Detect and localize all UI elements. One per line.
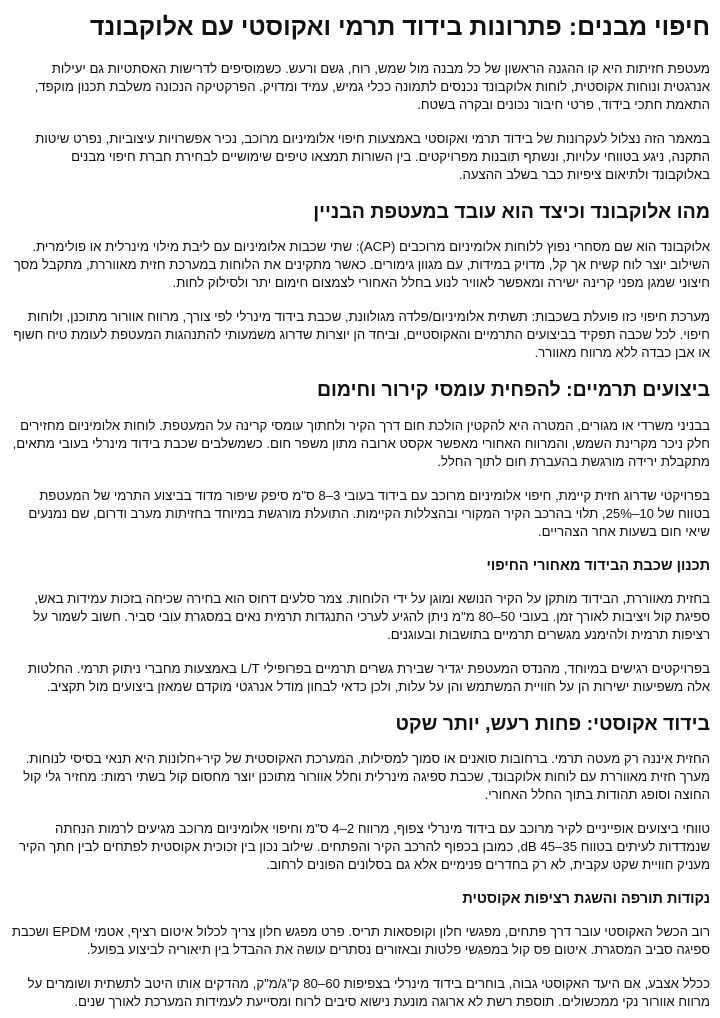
section-paragraph: החזית איננה רק מעטה תרמי. ברחובות סואנים או סמוך למסילות, המערכת האקוסטית של קיר+חלונות היא תנאי בסיסי לנוחות. מערך חזית מאווררת עם לוחות אלוקבונד, שכבת ספיגה מינרלית וחלל אוורור מתוכנן יוצר מחסום קול בשתי רמות: מחזיר גלי קול החוצה וסופג תהודות בתוך החלל האחורי.: [23, 750, 710, 802]
section-paragraph: בחזית מאווררת, הבידוד מותקן על הקיר הנושא ומוגן על ידי הלוחות. צמר סלעים דחוס הוא בחירה שכיחה בזכות עמידות באש, ספיגת קול ויציבות לאורך זמן. בעובי 50–80 מ"מ ניתן להגיע לערכי התנגדות תרמית נאים במסגרת עובי סביר. חשוב לשמור על רציפות תרמית ולהימנע מגשרים תרמיים בתושבות ובעוגנים.: [33, 590, 710, 642]
subsection-heading: נקודות תורפה והשגת רציפות אקוסטית: [462, 890, 710, 907]
section-paragraph: ככלל אצבע, אם היעד האקוסטי גבוה, בוחרים בידוד מינרלי בצפיפות 60–80 ק"ג/מ"ק, מהדקים אותו היטב לתשתית ושומרים על מרווח אוורור נקי ממכשולים. תוספת רשת לא ארוגה מונעת נישוא סיבים לרוח ומסייעת לעמידות המערכת לאורך שנים.: [27, 975, 710, 1009]
thermal-section: [10, 378, 710, 695]
section-paragraph: טווחי ביצועים אופייניים לקיר מרוכב עם בידוד מינרלי צפוף, מרווח 2–4 ס"מ וחיפוי אלומיניום מרוכב מגיעים לרמות הנחתה שנמדדות לעיתים בטווח 35–45 dB, כמובן בכפוף להרכב הקיר והפתחים. שילוב נכון בין זכוכית אקוסטית לפתחים לבין חתך הקיר מעניק חוויית שקט עקבית, לא רק בחדרים פנימיים אלא גם בסלונים הפונים לרחוב.: [19, 820, 710, 872]
acoustic-section: [10, 712, 710, 1011]
subsection-heading: תכנון שכבת הבידוד מאחורי החיפוי: [486, 557, 710, 574]
section-paragraph: בבניני משרדי או מגורים, המטרה היא להקטין הולכת חום דרך הקיר ולחתוך עומסי קרינה על המעטפת. לוחות אלומיניום מחזירים חלק ניכר מקרינת השמש, והמרווח האחורי מאפשר אקסט ארובה מתון משפר חום. כשמשלבים שכבת בידוד מינרלי בעובי מתאים, מתקבלת ירידה מורגשת בהעברת חום לתוך החלל.: [12, 417, 710, 469]
page-title: חיפוי מבנים: פתרונות בידוד תרמי ואקוסטי עם אלוקבונד: [89, 13, 710, 41]
section-heading: בידוד אקוסטי: פחות רעש, יותר שקט: [395, 712, 710, 735]
section-heading: מהו אלוקבונד וכיצד הוא עובד במעטפת הבניין: [313, 201, 710, 223]
section-paragraph: מערכת חיפוי כזו פועלת בשכבות: תשתית אלומיניום/פלדה מגולוונת, שכבת בידוד מינרלי לפי צורך, מרווח אוורור מתוכנן, ולוחות חיפוי. לכל שכבה תפקיד בביצועים התרמיים והאקוסטיים, וביחד הן יוצרות שדרוג משמעותי להתנהגות המעטפת לעומת טיח חשוף או אבן כבדה ללא מרווח מאוורר.: [13, 309, 710, 361]
section-paragraph: בפרויקטים רגישים במיוחד, מהנדס המעטפת יגדיר שבירת גשרים תרמיים בפרופילי L/T באמצעות מחברי ניתוק תרמי. החלטות אלה משפיעות ישירות הן על חוויית המשתמש והן על עלות, ולכן כדאי לבחון מודל אנרגטי מוקדם שמאזן ביצועים מול תקציב.: [27, 660, 710, 694]
section-paragraph: רוב הכשל האקוסטי עובר דרך פתחים, מפגשי חלון וקופסאות תריס. פרט מפגש חלון צריך לכלול איטום רציף, אטמי EPDM ושכבת ספיגה סביב המסגרת. איטום פס קול במפגשי פלטות ובאזורים נסתרים עושה את ההבדל בין תיאוריה לביצוע בפועל.: [11, 923, 710, 957]
section-paragraph: בפרויקטי שדרוג חזית קיימת, חיפוי אלומיניום מרוכב עם בידוד בעובי 3–8 ס"מ סיפק שיפור מדוד בביצוע התרמי של המעטפת בטווח של 10–25%, תלוי בהרכב הקיר המקורי ובהצללות הקיימות. התועלת מורגשת במיוחד בחזיתות מערב ודרום, שם נמנעים שיאי חום בשעות אחר הצהריים.: [28, 487, 710, 539]
section-heading: ביצועים תרמיים: להפחית עומסי קירור וחימום: [316, 379, 710, 402]
intro-paragraph: במאמר הזה נצלול לעקרונות של בידוד תרמי ואקוסטי באמצעות חיפוי אלומיניום מרוכב, נכיר אפשרויות עיצוביות, נפרט שיטות התקנה, ניגע בטווחי עלויות, ונשתף תובנות מפרויקטים. בין השורות תמצאו טיפים שימושיים לבחירת חברת חיפוי מבנים באלוקבונד ולתיאום ציפיות כבר בשלב ההצעה.: [35, 131, 710, 182]
intro-paragraph: מעטפת חזיתות היא קו ההגנה הראשון של כל מבנה מול שמש, רוח, גשם ורעש. כשמוסיפים לדרישות האסתטיות גם יעילות אנרגטית ונוחות אקוסטית, לוחות אלוקבונד נכנסים לתמונה ככלי גמיש, עמיד ומדויק. הפרקטיקה הנכונה משלבת תכנון מוקפד, התאמת חתכי בידוד, פרטי חיבור נכונים ובקרה בשטח.: [34, 61, 710, 112]
intro-section: [10, 60, 710, 184]
section-paragraph: אלוקבונד הוא שם מסחרי נפוץ ללוחות אלומיניום מרוכבים (ACP): שתי שכבות אלומיניום עם ליבת מילוי מינרלית או פולימרית. השילוב יוצר לוח קשיח אך קל, מדויק במידות, עם מגוון גימורים. כאשר מתקינים את הלוחות במערכת חזית מאווררת, מתקבל מסך חיצוני שמגן מפני קרינה ישירה ומאפשר לאוויר לנוע בחלל האחורי לצמצום חימום יתר ולסילוק לחות.: [13, 239, 710, 291]
what-is-section: [10, 200, 710, 362]
